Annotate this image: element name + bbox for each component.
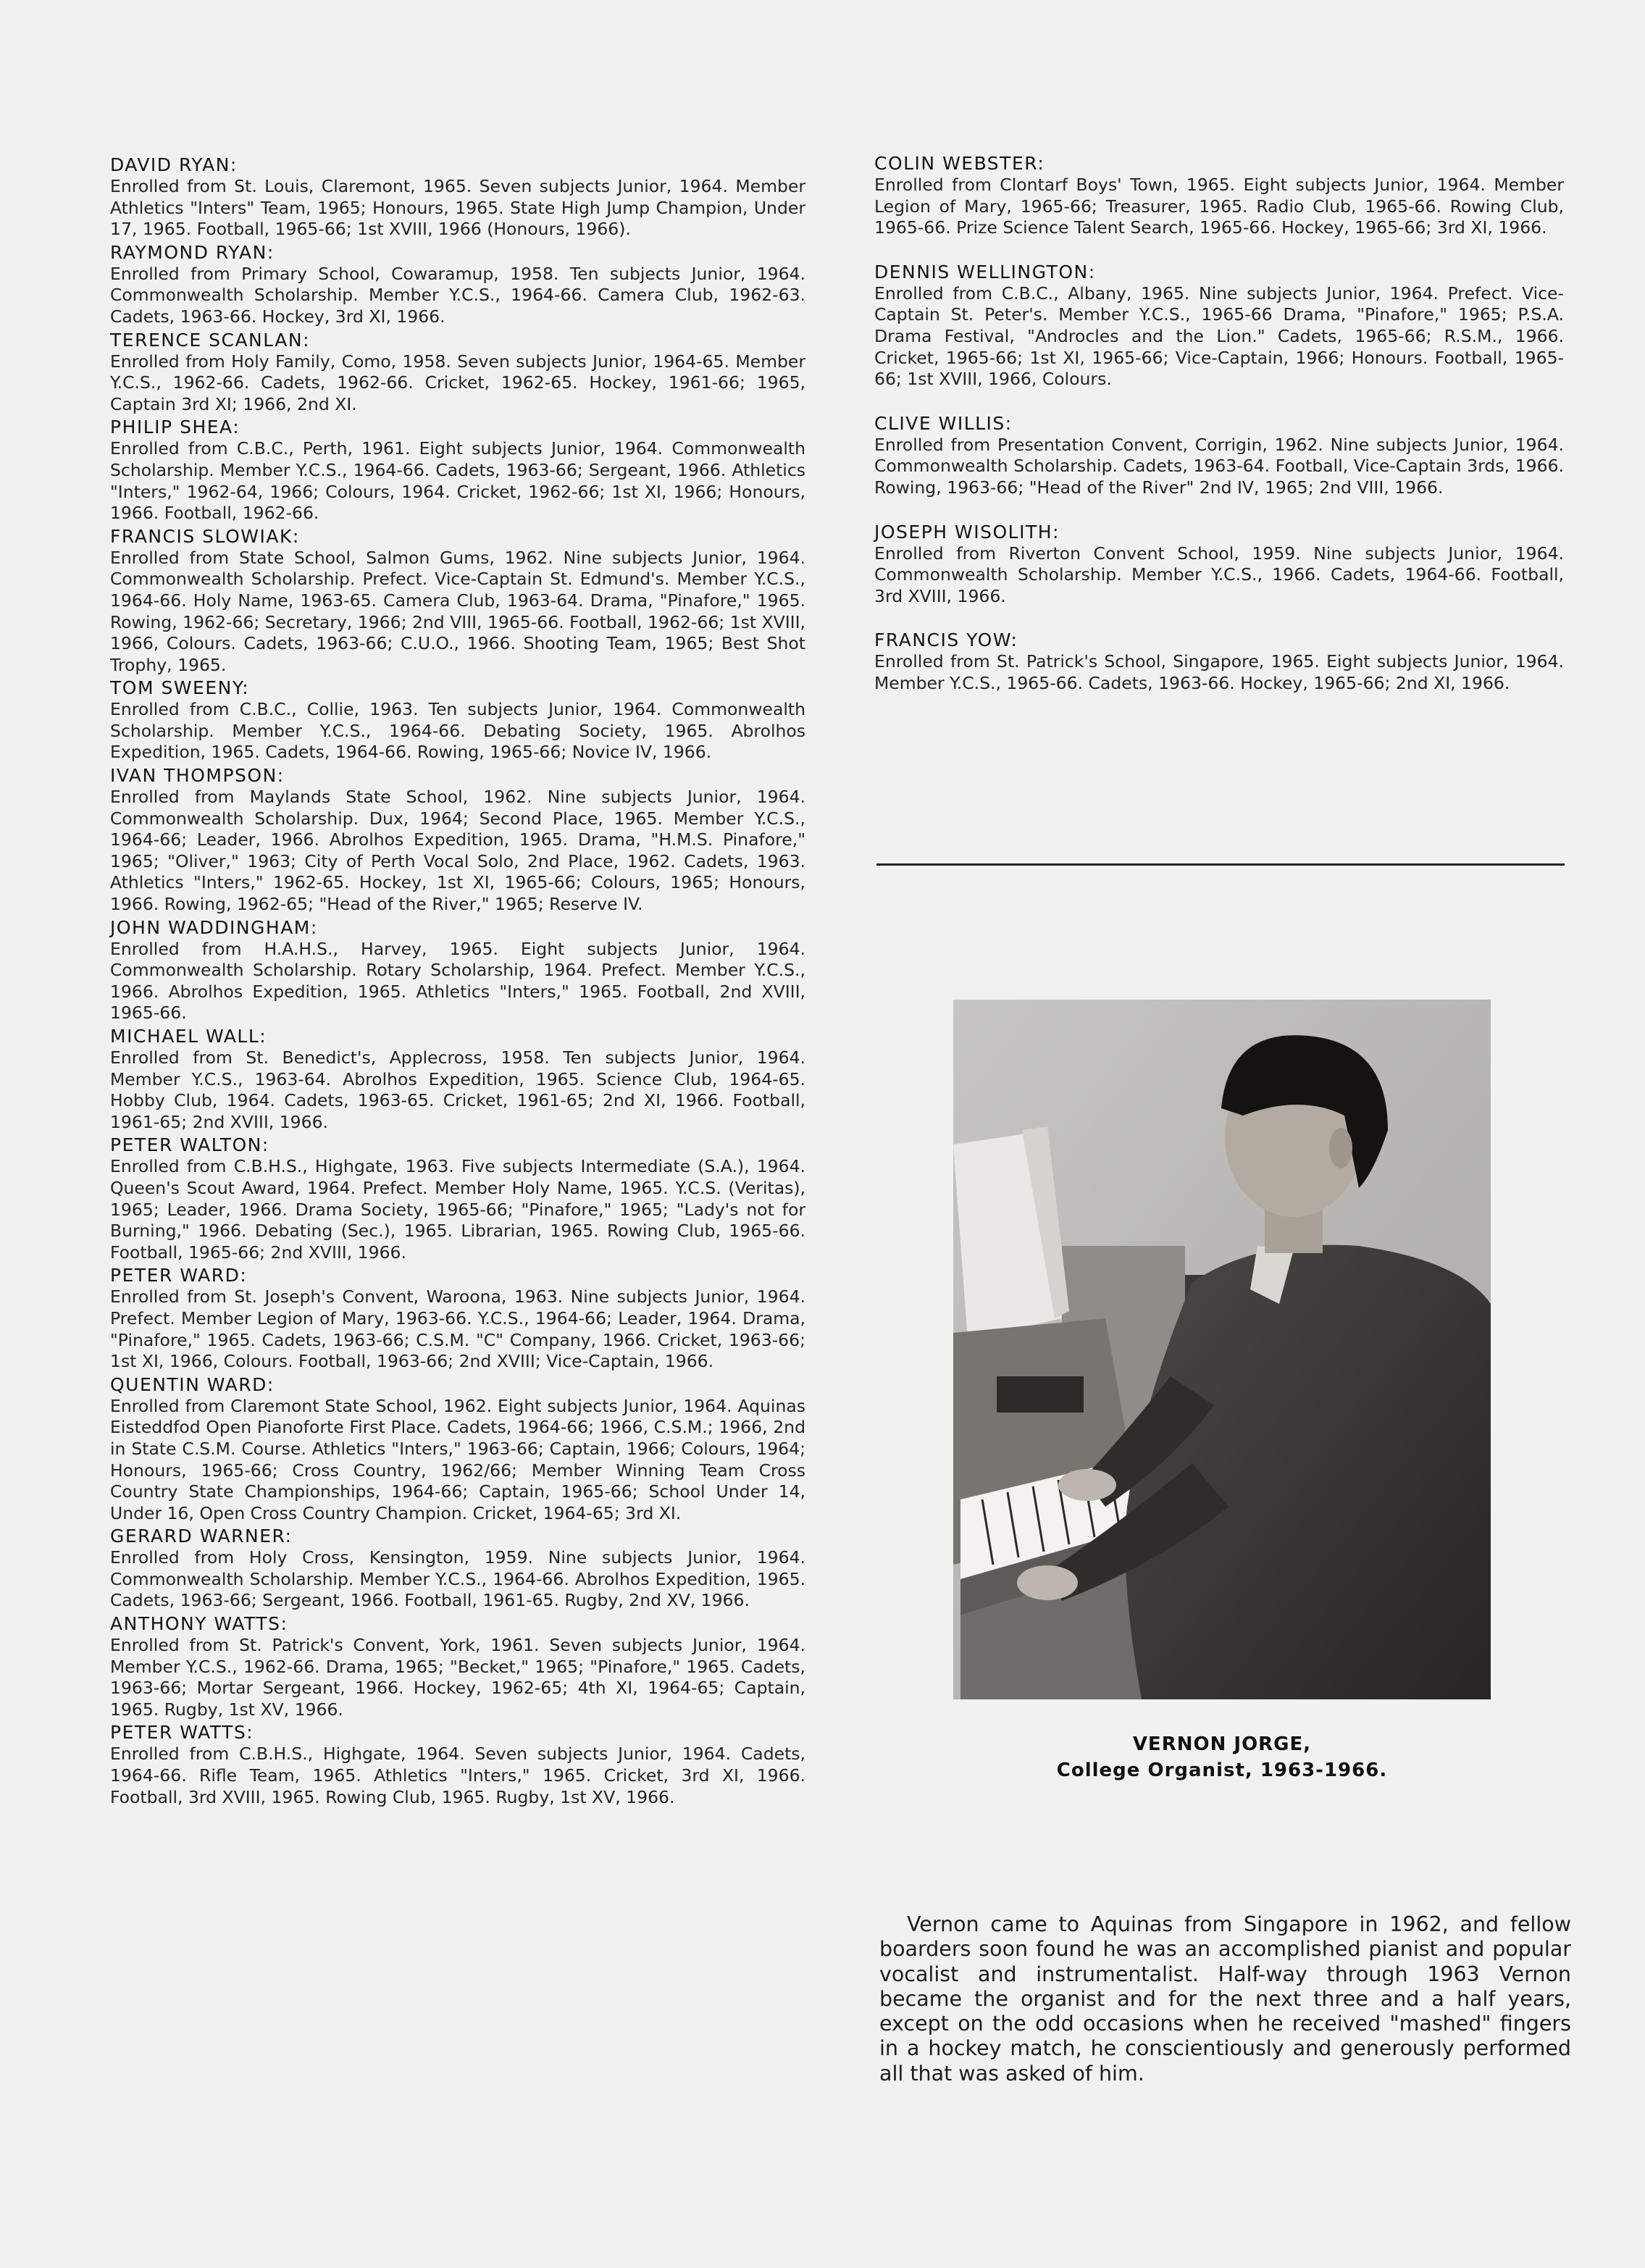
student-name: RAYMOND RYAN: <box>110 241 275 263</box>
student-name: JOHN WADDINGHAM: <box>110 916 318 938</box>
student-name: TERENCE SCANLAN: <box>110 329 310 351</box>
student-name: ANTHONY WATTS: <box>110 1613 288 1635</box>
student-record: Enrolled from C.B.C., Perth, 1961. Eight subjects Junior, 1964. Commonwealth Scholarship. Member Y.C.S., 1964-66. Cadets, 1963-66; Sergeant, 1966. Athletics "Inters," 1962-64, 1966; Colours, 1964. Cricket, 1962-66; 1st XI, 1966; Honours, 1966. Football, 1962-66. <box>110 438 805 524</box>
student-name: MICHAEL WALL: <box>110 1026 267 1047</box>
student-name: FRANCIS YOW: <box>874 629 1018 651</box>
student-name: FRANCIS SLOWIAK: <box>110 525 300 547</box>
student-record: Enrolled from State School, Salmon Gums, 1962. Nine subjects Junior, 1964. Commonwealth Scholarship. Prefect. Vice-Captain St. Edmund's. Member Y.C.S., 1964-66. Holy Name, 1963-65. Camera Club, 1963-64. Drama, "Pinafore," 1965. Rowing, 1962-66; Secretary, 1966; 2nd VIII, 1965-66. Football, 1962-66; 1st XVIII, 1966, Colours. Cadets, 1963-66; C.U.O., 1966. Shooting Team, 1965; Best Shot Trophy, 1965. <box>110 547 805 675</box>
student-name: PETER WARD: <box>110 1265 248 1286</box>
student-record: Enrolled from Holy Family, Como, 1958. Seven subjects Junior, 1964-65. Member Y.C.S., 1962-66. Cadets, 1962-66. Cricket, 1962-65. Hockey, 1961-66; 1965, Captain 3rd XI; 1966, 2nd XI. <box>110 351 805 414</box>
student-record: Enrolled from C.B.C., Albany, 1965. Nine subjects Junior, 1964. Prefect. Vice-Captain St. Peter's. Member Y.C.S., 1965-66 Drama, "Pinafore," 1965; P.S.A. Drama Festival, "Androcles and the Lion." Cadets, 1965-66; R.S.M., 1966. Cricket, 1965-66; 1st XI, 1965-66; Vice-Captain, 1966; Honours. Football, 1965-66; 1st XVIII, 1966, Colours. <box>874 283 1564 390</box>
student-entry <box>110 1025 805 1133</box>
right-column <box>874 152 1564 716</box>
student-entry <box>110 525 805 677</box>
student-record: Enrolled from St. Benedict's, Applecross, 1958. Ten subjects Junior, 1964. Member Y.C.S., 1963-64. Abrolhos Expedition, 1965. Science Club, 1964-65. Hobby Club, 1964. Cadets, 1963-65. Cricket, 1961-65; 2nd XI, 1966. Football, 1961-65; 2nd XVIII, 1966. <box>110 1047 805 1132</box>
student-record: Enrolled from Primary School, Cowaramup, 1958. Ten subjects Junior, 1964. Commonwealth Scholarship. Member Y.C.S., 1964-66. Camera Club, 1962-63. Cadets, 1963-66. Hockey, 3rd XI, 1966. <box>110 263 805 327</box>
student-record: Enrolled from St. Louis, Claremont, 1965. Seven subjects Junior, 1964. Member Athletics "Inters" Team, 1965; Honours, 1965. State High Jump Champion, Under 17, 1965. Football, 1965-66; 1st XVIII, 1966 (Honours, 1966). <box>110 176 805 240</box>
student-entry <box>110 1525 805 1612</box>
left-column <box>110 154 805 1809</box>
student-entry <box>110 416 805 524</box>
student-entry <box>874 261 1564 390</box>
student-name: GERARD WARNER: <box>110 1526 293 1547</box>
tribute-paragraph: Vernon came to Aquinas from Singapore in 1962, and fellow boarders soon found he was an accomplished pianist and popular vocalist and instrumentalist. Half-way through 1963 Vernon became the organist and for the next three and a half years, except on the odd occasions when he received "mashed" fingers in a hockey match, he conscientiously and generously performed all that was asked of him. <box>879 1912 1571 2085</box>
section-divider <box>876 863 1565 866</box>
student-record: Enrolled from Presentation Convent, Corrigin, 1962. Nine subjects Junior, 1964. Commonwealth Scholarship. Cadets, 1963-64. Football, Vice-Captain 3rds, 1966. Rowing, 1963-66; "Head of the River" 2nd IV, 1965; 2nd VIII, 1966. <box>874 434 1564 498</box>
student-entry <box>110 1373 805 1525</box>
student-name: QUENTIN WARD: <box>110 1373 275 1395</box>
student-record: Enrolled from H.A.H.S., Harvey, 1965. Eight subjects Junior, 1964. Commonwealth Scholarship. Rotary Scholarship, 1964. Prefect. Member Y.C.S., 1966. Abrolhos Expedition, 1965. Athletics "Inters," 1965. Football, 2nd XVIII, 1965-66. <box>110 938 805 1024</box>
student-entry <box>110 154 805 240</box>
student-name: JOSEPH WISOLITH: <box>874 521 1060 543</box>
student-entry <box>110 764 805 916</box>
student-record: Enrolled from Clontarf Boys' Town, 1965. Eight subjects Junior, 1964. Member Legion of Mary, 1965-66; Treasurer, 1965. Radio Club, 1965-66. Rowing Club, 1965-66. Prize Science Talent Search, 1965-66. Hockey, 1965-66; 3rd XI, 1966. <box>874 175 1564 238</box>
student-entry <box>110 1264 805 1372</box>
student-record: Enrolled from C.B.H.S., Highgate, 1963. Five subjects Intermediate (S.A.), 1964. Queen's Scout Award, 1964. Prefect. Member Holy Name, 1965. Y.C.S. (Veritas), 1965; Leader, 1966. Drama Society, 1965-66; "Pinafore," 1965; "Lady's not for Burning," 1966. Debating (Sec.), 1965. Librarian, 1965. Rowing Club, 1965-66. Football, 1965-66; 2nd XVIII, 1966. <box>110 1156 805 1263</box>
student-entry <box>874 412 1564 499</box>
organist-photo <box>953 1000 1491 1699</box>
photo-caption <box>953 1731 1491 1783</box>
student-entry <box>110 329 805 416</box>
student-record: Enrolled from Claremont State School, 1962. Eight subjects Junior, 1964. Aquinas Eisteddfod Open Pianoforte First Place. Cadets, 1964-66; 1966, C.S.M.; 1966, 2nd in State C.S.M. Course. Athletics "Inters," 1963-66; Captain, 1966; Colours, 1964; Honours, 1965-66; Cross Country, 1962/66; Member Winning Team Cross Country State Championships, 1964-66; Captain, 1965-66; School Under 14, Under 16, Open Cross Country Champion. Cricket, 1964-65; 3rd XI. <box>110 1395 805 1523</box>
student-name: PETER WATTS: <box>110 1722 254 1744</box>
student-entry <box>110 1134 805 1263</box>
student-entry <box>110 916 805 1024</box>
student-record: Enrolled from Riverton Convent School, 1959. Nine subjects Junior, 1964. Commonwealth Scholarship. Member Y.C.S., 1966. Cadets, 1964-66. Football, 3rd XVIII, 1966. <box>874 543 1564 606</box>
caption-title: College Organist, 1963-1966. <box>1056 1759 1388 1781</box>
student-record: Enrolled from St. Patrick's Convent, York, 1961. Seven subjects Junior, 1964. Member Y.C.S., 1962-66. Drama, 1965; "Becket," 1965; "Pinafore," 1965. Cadets, 1963-66; Mortar Sergeant, 1966. Hockey, 1962-65; 4th XI, 1964-65; Captain, 1965. Rugby, 1st XV, 1966. <box>110 1635 805 1720</box>
student-record: Enrolled from St. Joseph's Convent, Waroona, 1963. Nine subjects Junior, 1964. Prefect. Member Legion of Mary, 1963-66. Y.C.S., 1964-66; Leader, 1964. Drama, "Pinafore," 1965. Cadets, 1963-66; C.S.M. "C" Company, 1966. Cricket, 1963-66; 1st XI, 1966, Colours. Football, 1963-66; 2nd XVIII; Vice-Captain, 1966. <box>110 1286 805 1372</box>
student-record: Enrolled from Holy Cross, Kensington, 1959. Nine subjects Junior, 1964. Commonwealth Scholarship. Member Y.C.S., 1964-66. Abrolhos Expedition, 1965. Cadets, 1963-66; Sergeant, 1966. Football, 1961-65. Rugby, 2nd XV, 1966. <box>110 1547 805 1611</box>
student-record: Enrolled from C.B.H.S., Highgate, 1964. Seven subjects Junior, 1964. Cadets, 1964-66. Rifle Team, 1965. Athletics "Inters," 1965. Cricket, 3rd XI, 1966. Football, 3rd XVIII, 1965. Rowing Club, 1965. Rugby, 1st XV, 1966. <box>110 1744 805 1807</box>
student-name: PETER WALTON: <box>110 1134 269 1156</box>
student-name: DENNIS WELLINGTON: <box>874 261 1096 283</box>
caption-name: VERNON JORGE, <box>1132 1733 1312 1755</box>
student-entry <box>110 1612 805 1720</box>
student-name: DAVID RYAN: <box>110 154 238 175</box>
student-record: Enrolled from C.B.C., Collie, 1963. Ten subjects Junior, 1964. Commonwealth Scholarship. Member Y.C.S., 1964-66. Debating Society, 1965. Abrolhos Expedition, 1965. Cadets, 1964-66. Rowing, 1965-66; Novice IV, 1966. <box>110 699 805 763</box>
student-name: TOM SWEENY: <box>110 677 250 699</box>
student-entry <box>110 677 805 763</box>
student-record: Enrolled from St. Patrick's School, Singapore, 1965. Eight subjects Junior, 1964. Member Y.C.S., 1965-66. Cadets, 1963-66. Hockey, 1965-66; 2nd XI, 1966. <box>874 651 1564 693</box>
student-name: PHILIP SHEA: <box>110 417 240 438</box>
student-entry <box>874 629 1564 694</box>
student-name: IVAN THOMPSON: <box>110 765 285 787</box>
student-name: COLIN WEBSTER: <box>874 153 1045 174</box>
student-entry <box>110 241 805 328</box>
organist-photo-icon <box>953 1000 1491 1699</box>
student-entry <box>874 152 1564 239</box>
student-record: Enrolled from Maylands State School, 1962. Nine subjects Junior, 1964. Commonwealth Scholarship. Dux, 1964; Second Place, 1965. Member Y.C.S., 1964-66; Leader, 1966. Abrolhos Expedition, 1965. Drama, "H.M.S. Pinafore," 1965; "Oliver," 1963; City of Perth Vocal Solo, 2nd Place, 1962. Cadets, 1963. Athletics "Inters," 1962-65. Hockey, 1st XI, 1965-66; Colours, 1965; Honours, 1966. Rowing, 1962-65; "Head of the River," 1965; Reserve IV. <box>110 787 805 915</box>
student-name: CLIVE WILLIS: <box>874 412 1013 434</box>
student-entry <box>110 1721 805 1808</box>
student-entry <box>874 521 1564 608</box>
